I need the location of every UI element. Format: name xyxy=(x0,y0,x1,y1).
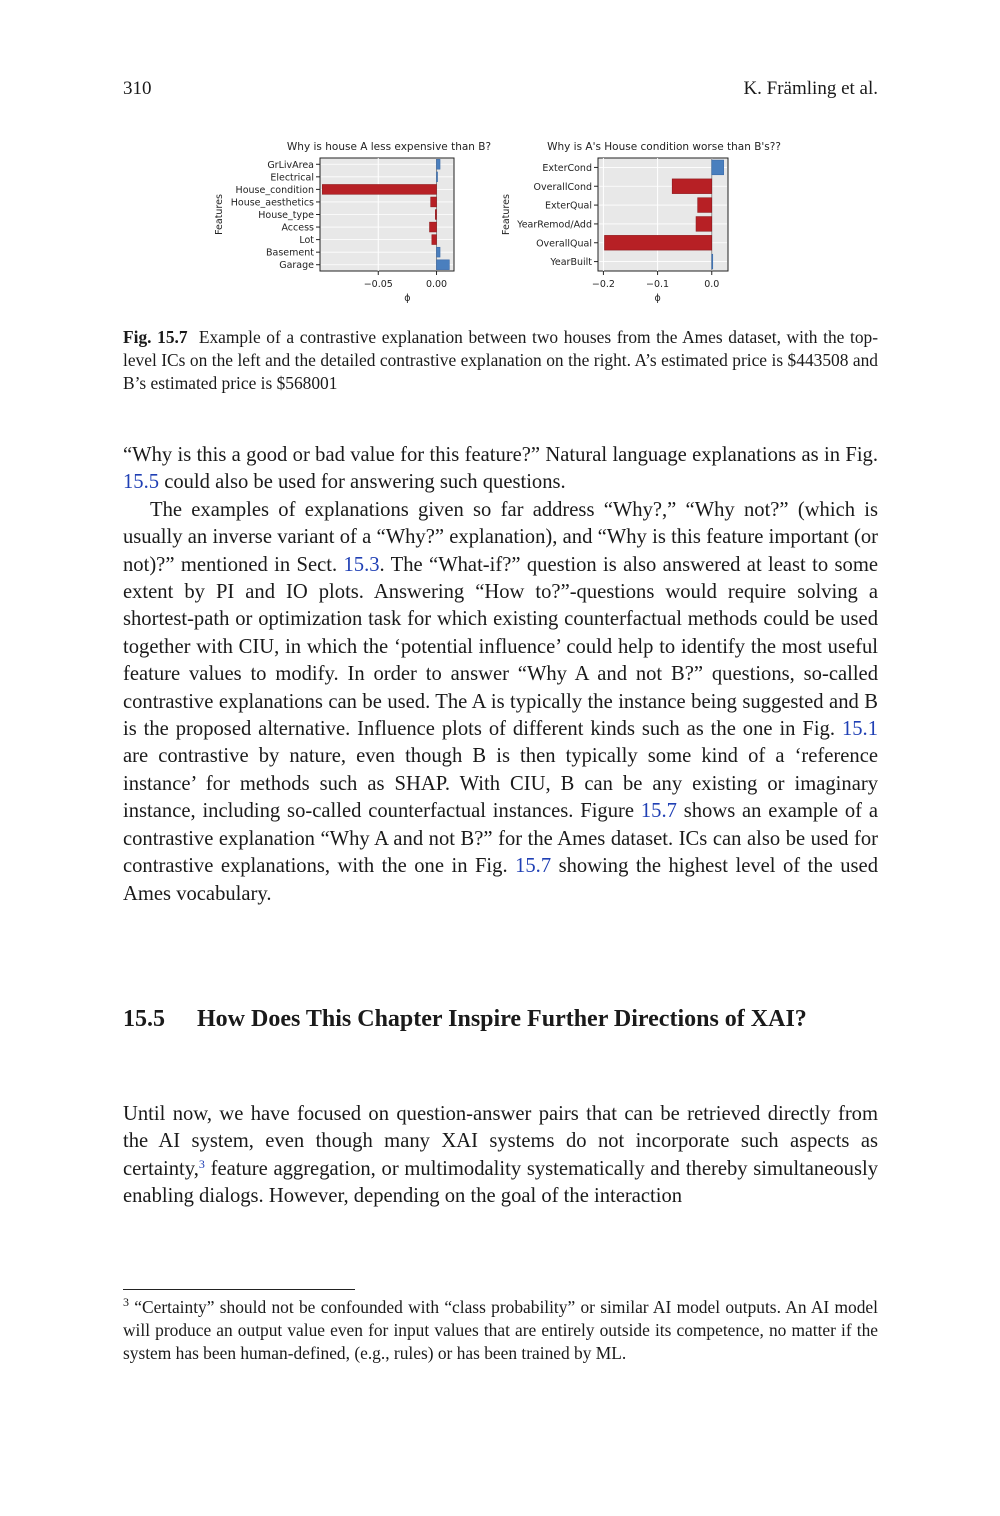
chart1-bar-8 xyxy=(437,260,450,270)
chart1-xtick-label-1: 0.00 xyxy=(425,279,448,290)
chart1-bar-4 xyxy=(435,210,436,220)
ref-fig-15-5[interactable]: 15.5 xyxy=(123,471,160,494)
section-title: How Does This Chapter Inspire Further Directions of XAI? xyxy=(197,1006,807,1032)
chart1-bar-1 xyxy=(437,172,438,182)
chart2-ytick-label-1: OverallCond xyxy=(533,181,592,193)
caption-text: Example of a contrastive explanation between two houses from the Ames dataset, with the top-level ICs on the left and the detailed contrastive explanation on the right. A’s estimated price is $443508 and B’s estimated price is $568001 xyxy=(123,327,879,393)
chart2-ytick-label-5: YearBuilt xyxy=(550,257,592,269)
chart1-ytick-label-5: Access xyxy=(281,222,314,234)
section-number: 15.5 xyxy=(123,1006,165,1032)
chart1-bar-5 xyxy=(430,222,437,232)
section-paragraph xyxy=(123,1101,878,1211)
paragraph-2-text-c: are contrastive by nature, even though B is then typically some kind of a ‘reference instance’ for methods such as SHAP. With CIU, B can be any existing or imaginary instance, including so-called counterfactual instances. Figure xyxy=(123,745,878,823)
chart2-plot-area xyxy=(598,158,728,271)
footnote-ref-3[interactable]: 3 xyxy=(198,1156,205,1171)
chart2-bar-2 xyxy=(698,198,712,213)
chart1-ytick-label-3: House_aesthetics xyxy=(230,197,314,209)
chart1-ytick-label-8: Garage xyxy=(279,260,314,272)
chart1-ytick-label-0: GrLivArea xyxy=(267,159,314,171)
paragraph-2-text-a: The examples of explanations given so far address “Why?,” “Why not?” (which is usually an inverse variant of a “Why?” explanation), and “Why is this feature important (or not)?” mentioned in Sect. xyxy=(123,498,878,576)
chart1-ytick-label-4: House_type xyxy=(258,210,314,221)
chart1-bar-2 xyxy=(322,184,436,194)
chart2-ytick-label-3: YearRemod/Add xyxy=(517,219,592,231)
chart1-ytick-label-7: Basement xyxy=(266,247,314,259)
figure-15-7 xyxy=(205,134,795,310)
paragraph-2 xyxy=(123,497,878,908)
chart2-ytick-label-4: OverallQual xyxy=(536,238,592,250)
section-body xyxy=(123,1101,878,1211)
section-paragraph-text-a: Until now, we have focused on question-answer pairs that can be retrieved directly from the AI system, even though many XAI systems do not incorporate such aspects as certainty, xyxy=(123,1103,878,1180)
chart1-title: Why is house A less expensive than B? xyxy=(286,141,492,153)
chart1-bar-0 xyxy=(437,159,440,169)
chart1-bar-3 xyxy=(431,197,437,207)
chart2-ylabel: Features xyxy=(501,194,512,235)
paragraph-1-text-b: could also be used for answering such questions. xyxy=(159,471,566,494)
chart2-title: Why is A's House condition worse than B's?? xyxy=(547,141,781,153)
caption-label: Fig. 15.7 xyxy=(123,327,188,347)
section-paragraph-text-b: feature aggregation, or multimodality systematically and thereby simultaneously enabling dialogs. However, depending on the goal of the interaction xyxy=(123,1157,878,1208)
ref-sect-15-3[interactable]: 15.3 xyxy=(343,553,380,576)
chart1-ytick-label-1: Electrical xyxy=(270,172,314,184)
chart2-xlabel: ϕ xyxy=(654,293,661,304)
chart1-xtick-label-0: −0.05 xyxy=(363,279,393,290)
footnote-text: “Certainty” should not be confounded with “class probability” or similar AI model outputs. An AI model will produce an output value even for input values that are entirely outside its competence, no matter if the system has been human-defined, (e.g., rules) or has been trained by ML. xyxy=(123,1297,878,1363)
running-head-authors: K. Främling et al. xyxy=(743,78,878,99)
page-number: 310 xyxy=(123,78,152,99)
paragraph-1 xyxy=(123,442,878,497)
ref-fig-15-7-a[interactable]: 15.7 xyxy=(640,800,677,823)
chart1-ytick-label-6: Lot xyxy=(299,235,314,247)
chart2-ytick-label-2: ExterQual xyxy=(544,200,592,212)
chart1-bar-6 xyxy=(432,235,437,245)
chart2-bar-0 xyxy=(712,160,724,175)
chart2-bar-5 xyxy=(712,254,713,269)
footnote-3 xyxy=(123,1296,878,1365)
chart2-ytick-label-0: ExterCond xyxy=(542,162,592,174)
chart2-bar-1 xyxy=(672,179,712,194)
chart2-bar-3 xyxy=(696,217,712,232)
body-text xyxy=(123,442,878,908)
footnote-rule xyxy=(123,1289,355,1290)
paragraph-2-text-e: showing the highest level of the used Ames vocabulary. xyxy=(123,855,878,905)
footnote-mark: 3 xyxy=(123,1295,129,1309)
chart1-bar-7 xyxy=(437,247,440,257)
chart2-xtick-label-1: −0.1 xyxy=(646,279,670,290)
chart2-xtick-label-0: −0.2 xyxy=(591,279,615,290)
running-head xyxy=(123,78,878,104)
figure-caption xyxy=(123,326,878,395)
chart1-ylabel: Features xyxy=(214,194,225,235)
ref-fig-15-1[interactable]: 15.1 xyxy=(841,718,878,741)
chart2-xtick-label-2: 0.0 xyxy=(704,279,720,290)
figure-charts xyxy=(205,134,795,310)
chart2-bar-4 xyxy=(605,235,712,250)
paragraph-2-text-d: shows an example of a contrastive explanation “Why A and not B?” for the Ames dataset. ICs can also be used for contrastive explanations, with the one in Fig. xyxy=(123,800,878,878)
paragraph-2-text-b: . The “What-if?” question is also answered at least to some extent by PI and IO plots. Answering “How to?”-questions would require solving a shortest-path or optimization task for which existing counterfactual methods could be used together with CIU, in which the ‘potential influence’ could help to identify the most useful feature values to modify. In order to answer “Why A and not B?” questions, so-called contrastive explanations can be used. The A is typically the instance being suggested and B is the proposed alternative. Influence plots of different kinds such as the one in Fig. xyxy=(123,553,878,741)
chart1-ytick-label-2: House_condition xyxy=(235,184,314,196)
paragraph-1-text-a: “Why is this a good or bad value for this feature?” Natural language explanations as in Fig. xyxy=(123,444,878,466)
ref-fig-15-7-b[interactable]: 15.7 xyxy=(515,855,552,878)
chart1-xlabel: ϕ xyxy=(404,293,411,304)
